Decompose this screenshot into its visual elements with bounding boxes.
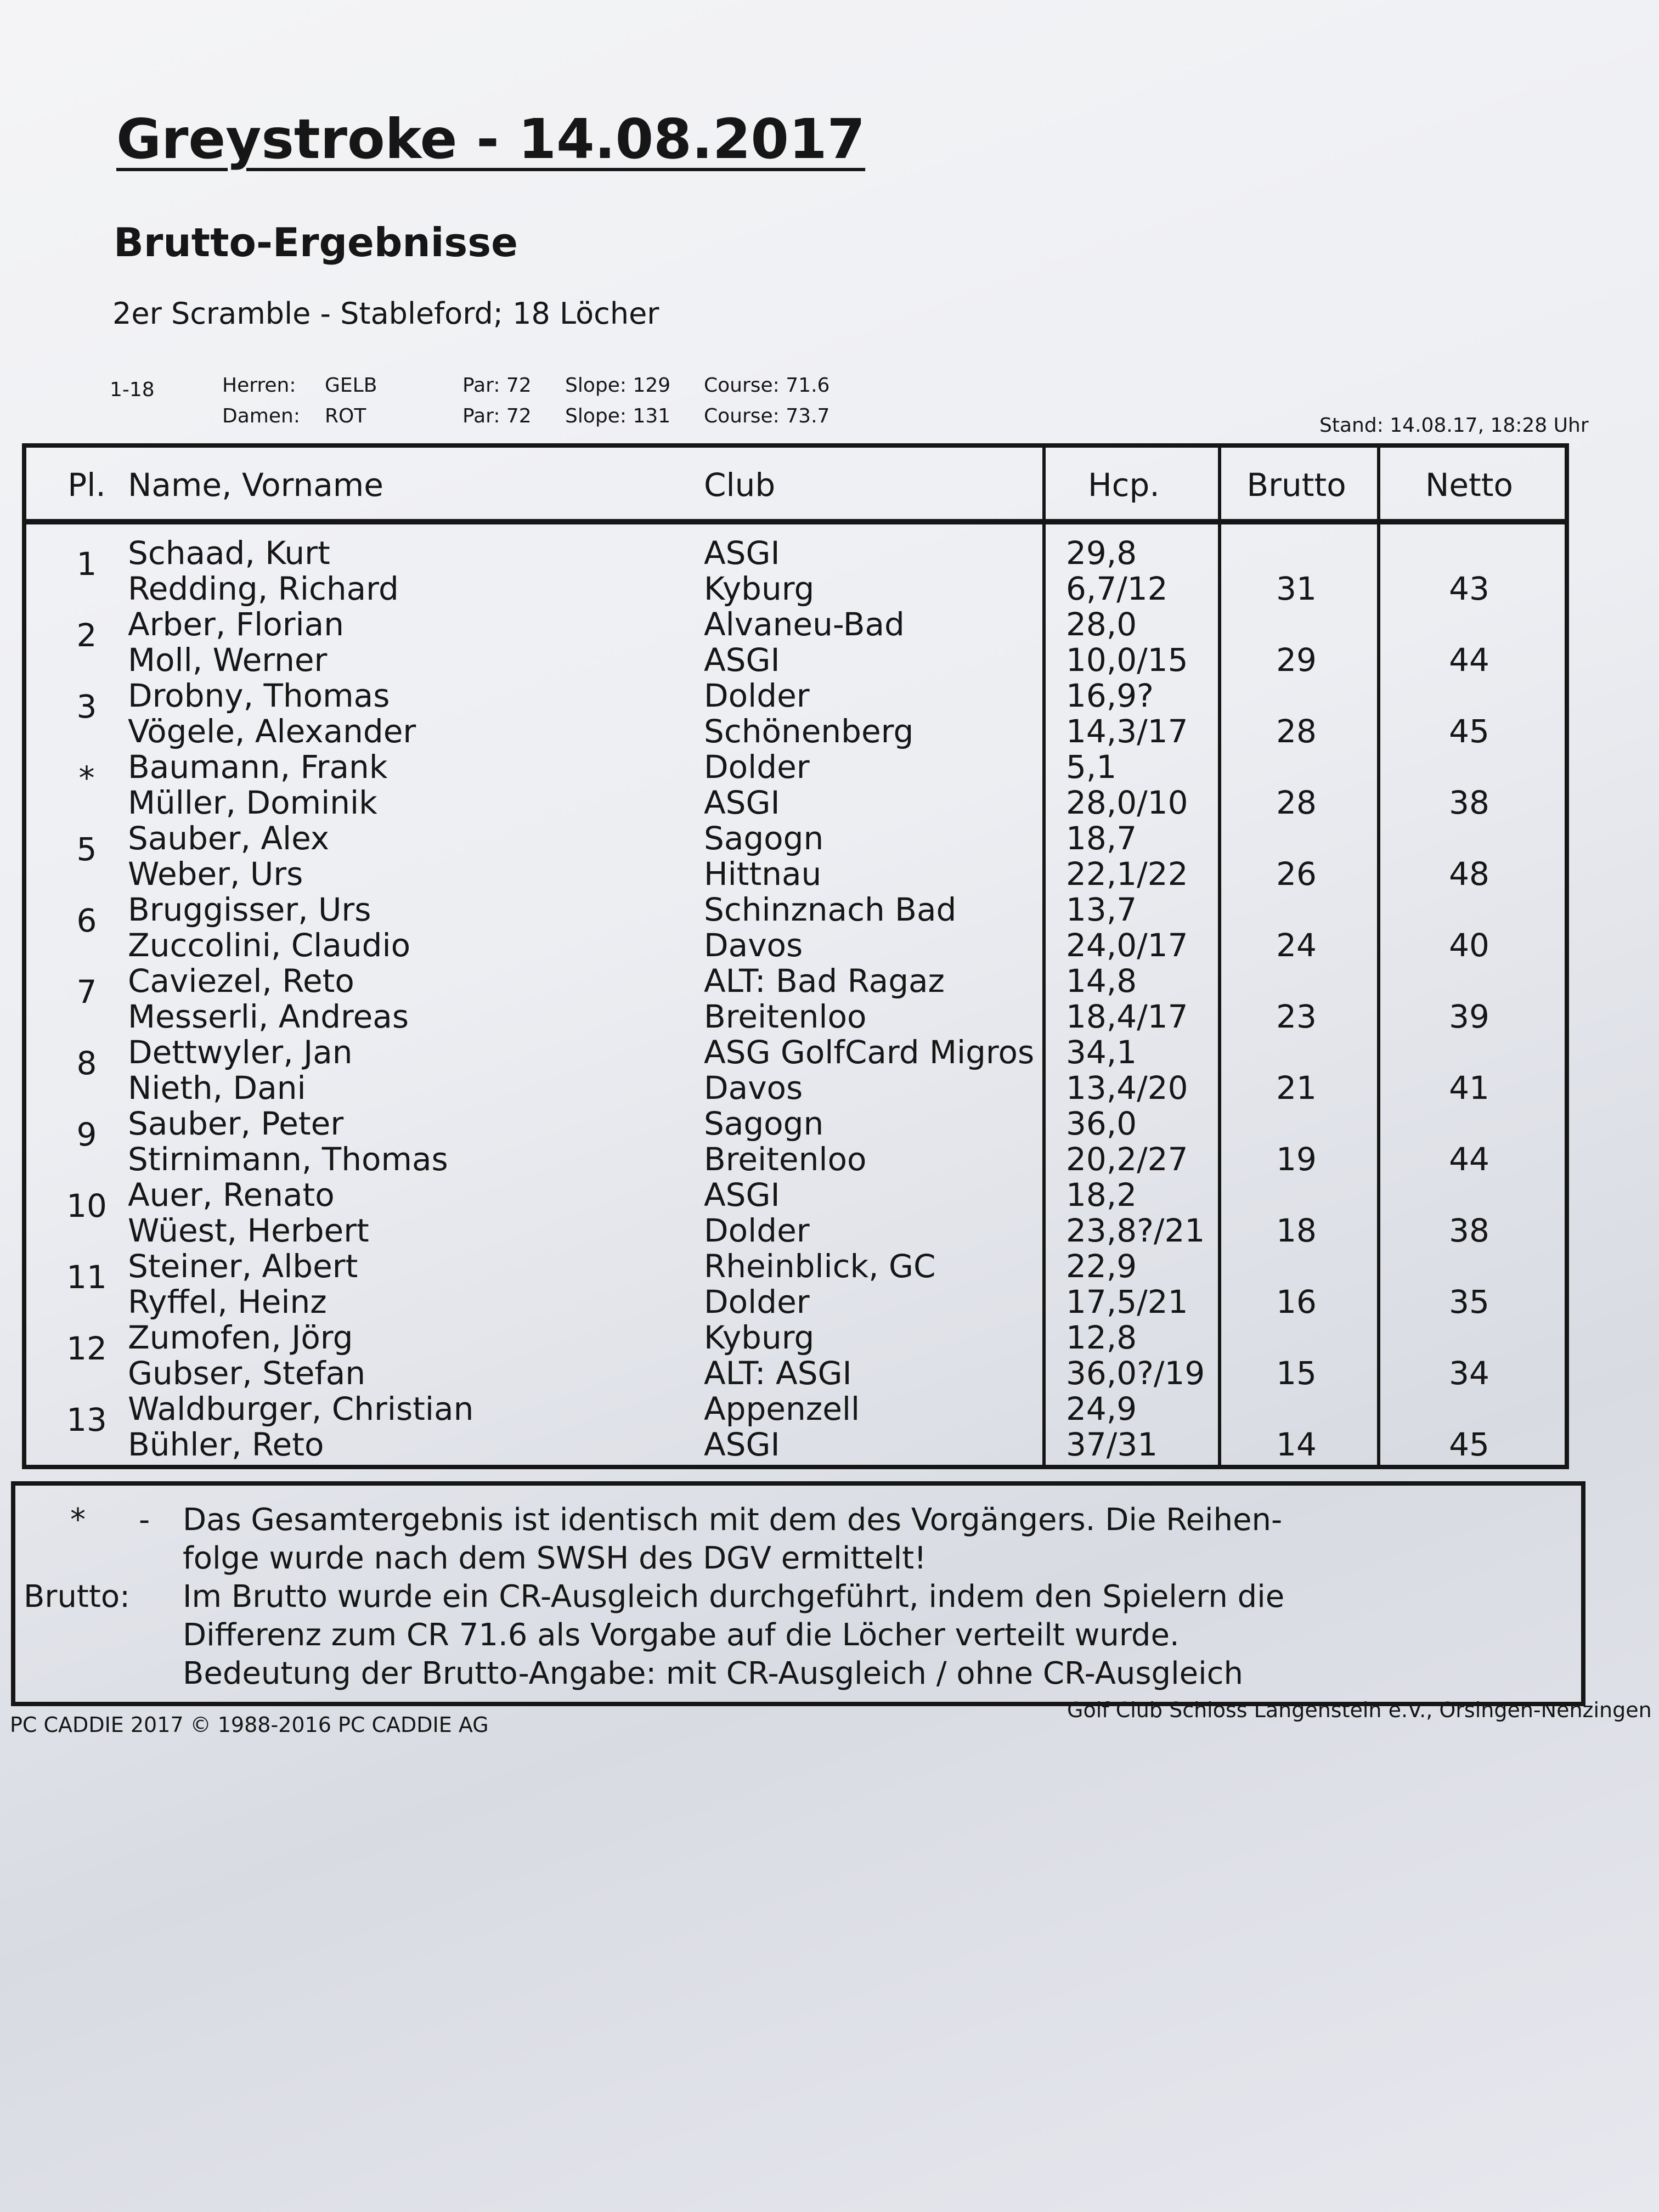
player-hcp: 18,4/17	[1066, 998, 1188, 1035]
player-club: Dolder	[704, 677, 810, 714]
netto-score: 39	[1449, 998, 1489, 1035]
player-name: Nieth, Dani	[128, 1069, 306, 1107]
note-brutto-text-3: Bedeutung der Brutto-Angabe: mit CR-Ausgleich / ohne CR-Ausgleich	[183, 1656, 1243, 1691]
brutto-score: 28	[1276, 713, 1317, 750]
player-hcp: 24,9	[1066, 1390, 1137, 1427]
player-club: ASGI	[704, 784, 780, 821]
note-star-text-1: Das Gesamtergebnis ist identisch mit dem des Vorgängers. Die Reihen-	[183, 1502, 1283, 1538]
player-hcp: 14,3/17	[1066, 713, 1188, 750]
player-hcp: 23,8?/21	[1066, 1212, 1205, 1249]
netto-score: 44	[1449, 641, 1489, 679]
player-hcp: 17,5/21	[1066, 1283, 1188, 1321]
rank-cell: 11	[66, 1259, 107, 1296]
rank-cell: 1	[76, 545, 97, 583]
netto-score: 35	[1449, 1283, 1489, 1321]
player-club: Hittnau	[704, 855, 822, 893]
netto-score: 48	[1449, 855, 1489, 893]
player-club: ALT: ASGI	[704, 1355, 852, 1392]
player-hcp: 36,0	[1066, 1105, 1137, 1142]
column-divider	[1218, 448, 1221, 1465]
player-club: ASGI	[704, 1176, 780, 1214]
col-header-club: Club	[704, 466, 776, 504]
player-name: Wüest, Herbert	[128, 1212, 369, 1249]
player-name: Müller, Dominik	[128, 784, 377, 821]
note-brutto-key: Brutto:	[24, 1579, 130, 1615]
tee-herren-color: GELB	[325, 374, 377, 397]
netto-score: 44	[1449, 1141, 1489, 1178]
stand-timestamp: Stand: 14.08.17, 18:28 Uhr	[1319, 414, 1589, 437]
player-name: Schaad, Kurt	[128, 534, 330, 572]
notes-box	[11, 1481, 1585, 1706]
brutto-score: 14	[1276, 1426, 1317, 1463]
page-title: Greystroke - 14.08.2017	[116, 107, 866, 171]
rank-cell: 6	[76, 902, 97, 939]
player-club: Dolder	[704, 1212, 810, 1249]
brutto-score: 28	[1276, 784, 1317, 821]
netto-score: 41	[1449, 1069, 1489, 1107]
player-name: Bruggisser, Urs	[128, 891, 371, 928]
player-hcp: 10,0/15	[1066, 641, 1188, 679]
netto-score: 45	[1449, 713, 1489, 750]
rank-cell: 9	[76, 1116, 97, 1153]
player-hcp: 12,8	[1066, 1319, 1137, 1356]
player-hcp: 18,2	[1066, 1176, 1137, 1214]
player-name: Zuccolini, Claudio	[128, 927, 411, 964]
col-header-hcp: Hcp.	[1088, 466, 1160, 504]
player-club: Kyburg	[704, 1319, 815, 1356]
game-mode: 2er Scramble - Stableford; 18 Löcher	[112, 296, 659, 331]
player-name: Auer, Renato	[128, 1176, 335, 1214]
player-club: Dolder	[704, 1283, 810, 1321]
results-table	[22, 443, 1569, 1469]
netto-score: 38	[1449, 1212, 1489, 1249]
player-club: Kyburg	[704, 570, 815, 607]
player-hcp: 14,8	[1066, 962, 1137, 1000]
player-club: Alvaneu-Bad	[704, 606, 905, 643]
tee-herren-label: Herren:	[222, 374, 296, 397]
player-club: Schinznach Bad	[704, 891, 957, 928]
player-name: Sauber, Alex	[128, 820, 330, 857]
tee-damen-label: Damen:	[222, 405, 300, 427]
player-club: Sagogn	[704, 820, 824, 857]
player-hcp: 13,4/20	[1066, 1069, 1188, 1107]
player-hcp: 28,0	[1066, 606, 1137, 643]
player-club: Breitenloo	[704, 1141, 867, 1178]
netto-score: 38	[1449, 784, 1489, 821]
netto-score: 40	[1449, 927, 1489, 964]
player-hcp: 18,7	[1066, 820, 1137, 857]
tee-damen-slope: Slope: 131	[565, 405, 671, 427]
player-club: ALT: Bad Ragaz	[704, 962, 945, 1000]
player-club: ASGI	[704, 534, 780, 572]
brutto-score: 16	[1276, 1283, 1317, 1321]
brutto-score: 15	[1276, 1355, 1317, 1392]
player-name: Sauber, Peter	[128, 1105, 344, 1142]
netto-score: 43	[1449, 570, 1489, 607]
player-hcp: 37/31	[1066, 1426, 1158, 1463]
footer-club: Golf Club Schloss Langenstein e.V., Orsingen-Nenzingen	[1067, 1698, 1652, 1722]
tee-damen-par: Par: 72	[462, 405, 532, 427]
player-hcp: 5,1	[1066, 748, 1117, 786]
rank-cell: 12	[66, 1330, 107, 1367]
results-subtitle: Brutto-Ergebnisse	[114, 219, 518, 266]
player-club: ASGI	[704, 1426, 780, 1463]
player-name: Baumann, Frank	[128, 748, 388, 786]
player-name: Arber, Florian	[128, 606, 344, 643]
tee-herren-par: Par: 72	[462, 374, 532, 397]
player-club: Schönenberg	[704, 713, 914, 750]
player-name: Redding, Richard	[128, 570, 399, 607]
tee-herren-slope: Slope: 129	[565, 374, 671, 397]
player-hcp: 24,0/17	[1066, 927, 1188, 964]
footer-software: PC CADDIE 2017 © 1988-2016 PC CADDIE AG	[10, 1713, 489, 1737]
player-hcp: 28,0/10	[1066, 784, 1188, 821]
player-club: Dolder	[704, 748, 810, 786]
brutto-score: 19	[1276, 1141, 1317, 1178]
player-hcp: 22,9	[1066, 1248, 1137, 1285]
player-club: Sagogn	[704, 1105, 824, 1142]
player-hcp: 29,8	[1066, 534, 1137, 572]
note-star-text-2: folge wurde nach dem SWSH des DGV ermittelt!	[183, 1541, 927, 1576]
player-club: Davos	[704, 1069, 803, 1107]
player-hcp: 16,9?	[1066, 677, 1154, 714]
rank-cell: 7	[76, 973, 97, 1011]
player-club: ASGI	[704, 641, 780, 679]
brutto-score: 26	[1276, 855, 1317, 893]
player-name: Ryffel, Heinz	[128, 1283, 327, 1321]
note-brutto-text-2: Differenz zum CR 71.6 als Vorgabe auf die Löcher verteilt wurde.	[183, 1617, 1180, 1653]
rank-cell: 13	[66, 1401, 107, 1438]
note-star-dash: -	[139, 1502, 150, 1538]
player-club: Rheinblick, GC	[704, 1248, 936, 1285]
brutto-score: 29	[1276, 641, 1317, 679]
player-name: Caviezel, Reto	[128, 962, 354, 1000]
tee-damen-color: ROT	[325, 405, 366, 427]
header-divider	[26, 519, 1565, 524]
player-hcp: 34,1	[1066, 1034, 1137, 1071]
brutto-score: 24	[1276, 927, 1317, 964]
player-hcp: 13,7	[1066, 891, 1137, 928]
col-header-brutto: Brutto	[1246, 466, 1346, 504]
rank-cell: 5	[76, 831, 97, 868]
player-hcp: 36,0?/19	[1066, 1355, 1205, 1392]
player-name: Moll, Werner	[128, 641, 328, 679]
player-name: Vögele, Alexander	[128, 713, 416, 750]
player-hcp: 6,7/12	[1066, 570, 1168, 607]
player-name: Waldburger, Christian	[128, 1390, 474, 1427]
tee-damen-course: Course: 73.7	[704, 405, 830, 427]
brutto-score: 18	[1276, 1212, 1317, 1249]
player-name: Steiner, Albert	[128, 1248, 358, 1285]
rank-cell: *	[78, 759, 95, 797]
player-name: Drobny, Thomas	[128, 677, 390, 714]
brutto-score: 23	[1276, 998, 1317, 1035]
netto-score: 45	[1449, 1426, 1489, 1463]
netto-score: 34	[1449, 1355, 1489, 1392]
rank-cell: 8	[76, 1045, 97, 1082]
brutto-score: 31	[1276, 570, 1317, 607]
player-club: Breitenloo	[704, 998, 867, 1035]
holes-range: 1-18	[110, 379, 155, 401]
note-star-key: *	[70, 1502, 86, 1538]
player-name: Messerli, Andreas	[128, 998, 409, 1035]
player-name: Weber, Urs	[128, 855, 303, 893]
player-name: Bühler, Reto	[128, 1426, 324, 1463]
column-divider	[1042, 448, 1046, 1465]
player-name: Zumofen, Jörg	[128, 1319, 353, 1356]
player-club: Davos	[704, 927, 803, 964]
rank-cell: 10	[66, 1187, 107, 1224]
note-brutto-text-1: Im Brutto wurde ein CR-Ausgleich durchgeführt, indem den Spielern die	[183, 1579, 1285, 1615]
player-hcp: 22,1/22	[1066, 855, 1188, 893]
col-header-name: Name, Vorname	[128, 466, 383, 504]
col-header-netto: Netto	[1425, 466, 1514, 504]
tee-herren-course: Course: 71.6	[704, 374, 830, 397]
player-name: Dettwyler, Jan	[128, 1034, 353, 1071]
rank-cell: 3	[76, 688, 97, 725]
player-name: Gubser, Stefan	[128, 1355, 366, 1392]
player-club: Appenzell	[704, 1390, 860, 1427]
player-club: ASG GolfCard Migros	[704, 1034, 1035, 1071]
rank-cell: 2	[76, 617, 97, 654]
column-divider	[1377, 448, 1380, 1465]
player-name: Stirnimann, Thomas	[128, 1141, 448, 1178]
brutto-score: 21	[1276, 1069, 1317, 1107]
player-hcp: 20,2/27	[1066, 1141, 1188, 1178]
col-header-pl: Pl.	[67, 466, 106, 504]
